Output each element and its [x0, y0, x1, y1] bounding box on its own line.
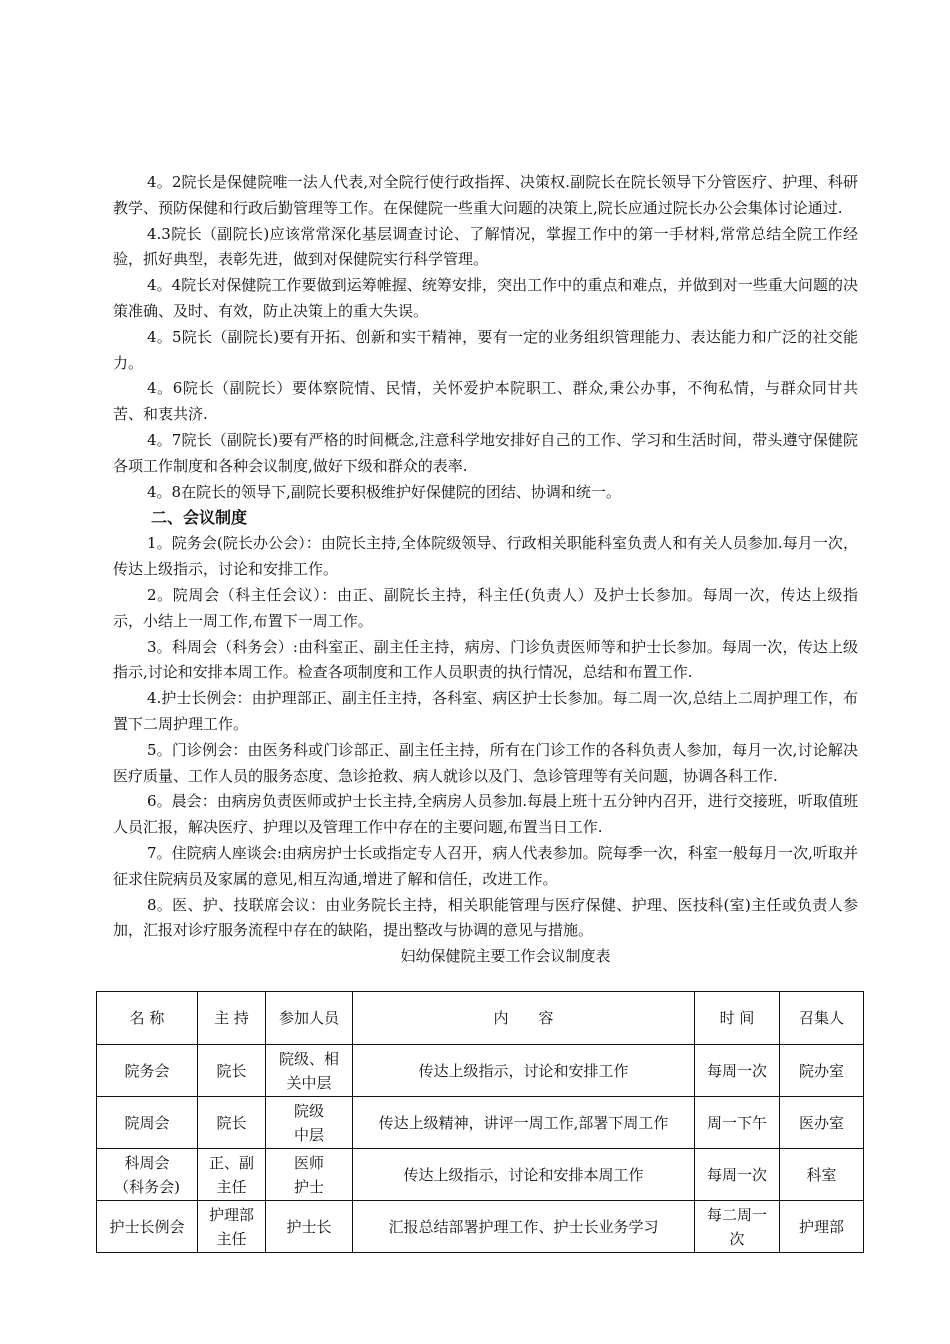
table-cell: 正、副 主任: [198, 1149, 266, 1201]
table-cell: 护士长例会: [97, 1201, 198, 1253]
table-cell: 传达上级指示，讨论和安排工作: [353, 1045, 695, 1097]
header-time: 时 间: [695, 992, 780, 1045]
paragraph: 8。医、护、技联席会议：由业务院长主持，相关职能管理与医疗保健、护理、医技科(室)主任或负责人参加，汇报对诊疗服务流程中存在的缺陷，提出整改与协调的意见与措施。: [113, 895, 858, 940]
table-cell: 护理部: [780, 1201, 864, 1253]
table-row: [97, 1097, 864, 1149]
paragraph: 4。7院长（副院长)要有严格的时间概念,注意科学地安排好自己的工作、学习和生活时间，带头遵守保健院各项工作制度和各种会议制度,做好下级和群众的表率.: [113, 430, 858, 475]
table-cell: 传达上级指示，讨论和安排本周工作: [353, 1149, 695, 1201]
table-cell: 每周一次: [695, 1045, 780, 1097]
paragraph: 4.3院长（副院长)应该常常深化基层调查讨论、了解情况，掌握工作中的第一手材料,常常总结全院工作经验，抓好典型，表彰先进，做到对保健院实行科学管理。: [113, 224, 858, 269]
table-cell: 每周一次: [695, 1149, 780, 1201]
table-cell: 周一下午: [695, 1097, 780, 1149]
table-row: [97, 1149, 864, 1201]
table-cell: 科周会 （科务会): [97, 1149, 198, 1201]
meeting-schedule-table: [96, 991, 864, 1253]
table-cell: 院级 中层: [266, 1097, 353, 1149]
table-cell: 院周会: [97, 1097, 198, 1149]
paragraph: 7。住院病人座谈会:由病房护士长或指定专人召开，病人代表参加。院每季一次，科室一般每月一次,听取并征求住院病员及家属的意见,相互沟通,增进了解和信任，改进工作。: [113, 843, 858, 888]
table-cell: 院务会: [97, 1045, 198, 1097]
table-cell: 传达上级精神，讲评一周工作,部署下周工作: [353, 1097, 695, 1149]
paragraph: 1。院务会(院长办公会）：由院长主持,全体院级领导、行政相关职能科室负责人和有关人员参加.每月一次，传达上级指示，讨论和安排工作。: [113, 534, 858, 579]
paragraph: 4。6院长（副院长）要体察院情、民情，关怀爱护本院职工、群众,秉公办事，不徇私情，与群众同甘共苦、和衷共济.: [113, 379, 858, 424]
table-caption: 妇幼保健院主要工作会议制度表: [400, 947, 611, 966]
document-body: [113, 170, 858, 968]
table-cell: 院级、相 关中层: [266, 1045, 353, 1097]
header-host: 主 持: [198, 992, 266, 1045]
table-row: [97, 1045, 864, 1097]
table-cell: 医办室: [780, 1097, 864, 1149]
table-row: [97, 1201, 864, 1253]
table-cell: 院办室: [780, 1045, 864, 1097]
table-header-row: [97, 992, 864, 1045]
header-name: 名 称: [97, 992, 198, 1045]
paragraph: 4。4院长对保健院工作要做到运筹帷握、统筹安排，突出工作中的重点和难点，并做到对一些重大问题的决策准确、及时、有效，防止决策上的重大失误。: [113, 276, 858, 320]
paragraph: 3。科周会（科务会）:由科室正、副主任主持，病房、门诊负责医师等和护士长参加。每周一次，传达上级指示,讨论和安排本周工作。检查各项制度和工作人员职责的执行情况，总结和布置工作.: [113, 637, 858, 682]
table-cell: 护理部 主任: [198, 1201, 266, 1253]
paragraph: 4。2院长是保健院唯一法人代表,对全院行使行政指挥、决策权.副院长在院长领导下分管医疗、护理、科研教学、预防保健和行政后勤管理等工作。在保健院一些重大问题的决策上,院长应通过院长办公会集体讨论通过.: [113, 173, 858, 217]
table-cell: 院长: [198, 1045, 266, 1097]
table-cell: 医师 护士: [266, 1149, 353, 1201]
header-convener: 召集人: [780, 992, 864, 1045]
section-heading: 二、会议制度: [151, 508, 248, 528]
paragraph: 6。晨会：由病房负责医师或护士长主持,全病房人员参加.每晨上班十五分钟内召开，进行交接班，听取值班人员汇报，解决医疗、护理以及管理工作中存在的主要问题,布置当日工作.: [113, 792, 858, 837]
paragraph: 4.护士长例会：由护理部正、副主任主持，各科室、病区护士长参加。每二周一次,总结上二周护理工作，布置下二周护理工作。: [113, 689, 858, 733]
table-cell: 汇报总结部署护理工作、护士长业务学习: [353, 1201, 695, 1253]
paragraph: 4。8在院长的领导下,副院长要积极维护好保健院的团结、协调和统一。: [147, 482, 621, 501]
paragraph: 2。院周会（科主任会议）：由正、副院长主持，科主任(负责人）及护士长参加。每周一次，传达上级指示，小结上一周工作,布置下一周工作。: [113, 585, 858, 630]
table-cell: 护士长: [266, 1201, 353, 1253]
table-cell: 科室: [780, 1149, 864, 1201]
table-cell: 院长: [198, 1097, 266, 1149]
header-content: 内 容: [353, 992, 695, 1045]
paragraph: 5。门诊例会：由医务科或门诊部正、副主任主持，所有在门诊工作的各科负责人参加，每月一次,讨论解决医疗质量、工作人员的服务态度、急诊抢救、病人就诊以及门、急诊管理等有关问题，协调各科工作.: [113, 740, 858, 785]
header-attendees: 参加人员: [266, 992, 353, 1045]
table-cell: 每二周一 次: [695, 1201, 780, 1253]
paragraph: 4。5院长（副院长)要有开拓、创新和实干精神，要有一定的业务组织管理能力、表达能力和广泛的社交能力。: [113, 327, 858, 372]
